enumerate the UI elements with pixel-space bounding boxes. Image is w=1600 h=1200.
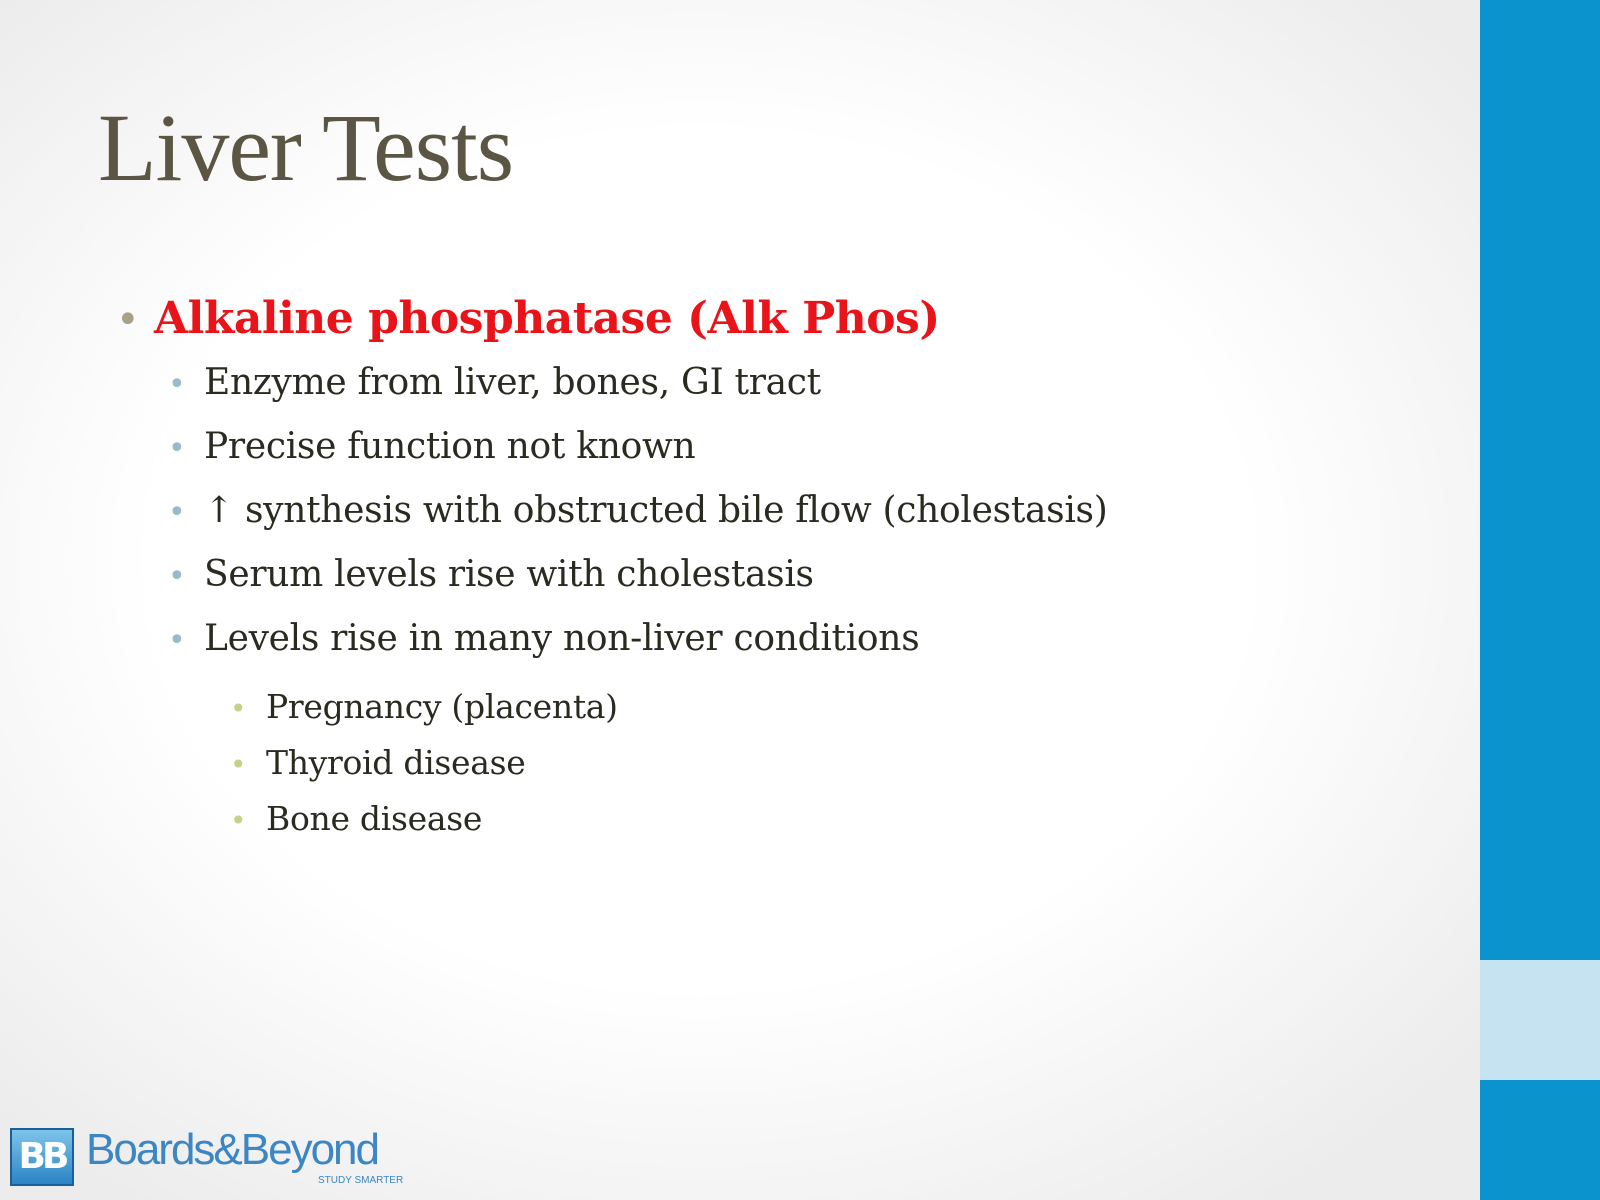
bullet-icon: • <box>168 431 186 466</box>
side-bar-accent <box>1480 960 1600 1080</box>
bullet-icon: • <box>168 623 186 658</box>
bullet-icon: • <box>230 804 247 837</box>
sub-bullet <box>168 614 919 666</box>
bullet-icon: • <box>168 559 186 594</box>
sub-sub-bullet-text: Thyroid disease <box>266 743 526 782</box>
sub-bullet-text: Levels rise in many non-liver conditions <box>204 618 920 659</box>
sub-sub-bullet <box>230 684 618 732</box>
bullet-icon: • <box>168 495 186 530</box>
slide-title: Liver Tests <box>98 94 514 201</box>
sub-bullet-text: Enzyme from liver, bones, GI tract <box>204 362 821 403</box>
sub-bullet-text: ↑ synthesis with obstructed bile flow (cholestasis) <box>204 490 1108 531</box>
sub-bullet-text: Precise function not known <box>204 426 696 467</box>
sub-sub-bullet <box>230 796 482 844</box>
bullet-icon: • <box>116 297 140 343</box>
logo-name: Boards&Beyond <box>86 1125 378 1174</box>
logo-tagline: STUDY SMARTER <box>318 1175 404 1186</box>
bullet-icon: • <box>168 367 186 402</box>
logo <box>10 1124 420 1190</box>
sub-sub-bullet-text: Bone disease <box>266 799 483 838</box>
main-bullet-text: Alkaline phosphatase (Alk Phos) <box>154 293 940 344</box>
bullet-icon: • <box>230 692 247 725</box>
bullet-icon: • <box>230 748 247 781</box>
sub-sub-bullet <box>230 740 526 788</box>
sub-bullet-text: Serum levels rise with cholestasis <box>204 554 814 595</box>
sub-sub-bullet-text: Pregnancy (placenta) <box>266 687 618 726</box>
sub-bullet <box>168 486 1107 538</box>
sub-bullet <box>168 358 821 410</box>
sub-bullet <box>168 422 695 474</box>
main-bullet <box>116 286 940 351</box>
sub-bullet <box>168 550 814 602</box>
logo-mark-icon: BB <box>10 1128 74 1186</box>
